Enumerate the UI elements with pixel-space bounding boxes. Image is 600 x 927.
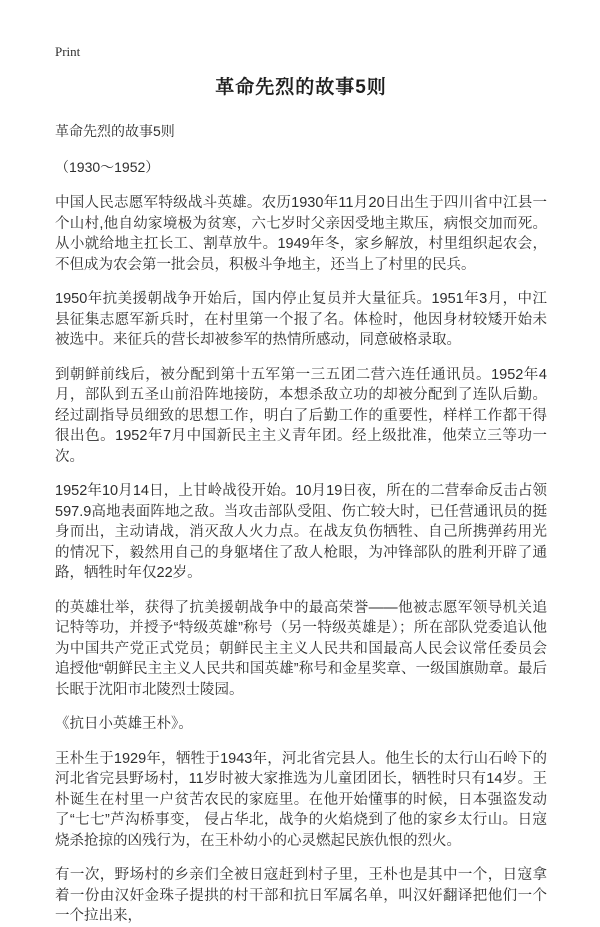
paragraph-section-heading-wangpu: 《抗日小英雄王朴》。 bbox=[55, 716, 193, 732]
article-subtitle: 革命先烈的故事5则 bbox=[55, 123, 175, 139]
print-link[interactable]: Print bbox=[55, 44, 81, 59]
page-title: 革命先烈的故事5则 bbox=[215, 77, 387, 98]
paragraph-battle: 1952年10月14日，上甘岭战役开始。10月19日夜，所在的二营奉命反击占领597.9高地表面阵地之敌。当攻击部队受阻、伤亡较大时，已任营通讯员的挺身而出，主动请战，消灭敌人火力点。在战友负伤牺牲、自己所携弹药用光的情况下，毅然用自己的身躯堵住了敌人枪眼，为冲锋部队的胜利开辟了通路，牺牲时年仅22岁。 bbox=[55, 483, 547, 581]
paragraph-wangpu-bio: 王朴生于1929年，牺牲于1943年，河北省完县人。他生长的太行山石岭下的河北省完县野场村，11岁时被大家推选为儿童团团长，牺牲时只有14岁。王朴诞生在村里一户贫苦农民的家庭里。在他开始懂事的时候，日本强盗发动了“七七”芦沟桥事变， 侵占华北，战争的火焰烧到了他的家乡太行山。日寇烧杀抢掠的凶残行为，在王朴幼小的心灵燃起民族仇恨的烈火。 bbox=[55, 750, 547, 849]
paragraph-intro: 中国人民志愿军特级战斗英雄。农历1930年11月20日出生于四川省中江县一个山村,他自幼家境极为贫寒，六七岁时父亲因受地主欺压，病恨交加而死。从小就给地主扛长工、割草放牛。1949年冬，家乡解放，村里组织起农会，不但成为农会第一批会员，积极斗争地主，还当上了村里的民兵。 bbox=[55, 195, 547, 273]
paragraph-honors: 的英雄壮举，获得了抗美援朝战争中的最高荣誉——他被志愿军领导机关追记特等功，并授予“特级英雄”称号（另一特级英雄是）；所在部队党委追认他为中国共产党正式党员；朝鲜民主主义人民共和国最高人民会议常任委员会追授他“朝鲜民主主义人民共和国英雄”称号和金星奖章、一级国旗勋章。最后长眠于沈阳市北陵烈士陵园。 bbox=[55, 599, 547, 698]
paragraph-enlistment: 1950年抗美援朝战争开始后，国内停止复员并大量征兵。1951年3月，中江县征集志愿军新兵时，在村里第一个报了名。体检时，他因身材较矮开始未被选中。来征兵的营长却被参军的热情所感动，同意破格录取。 bbox=[55, 291, 547, 348]
paragraph-wangpu-story: 有一次，野场村的乡亲们全被日寇赶到村子里，王朴也是其中一个，日寇拿着一份由汉奸金珠子提拱的村干部和抗日军属名单，叫汉奸翻译把他们一个一个拉出来， bbox=[55, 867, 547, 924]
paragraph-frontline: 到朝鲜前线后，被分配到第十五军第一三五团二营六连任通讯员。1952年4月，部队到五圣山前沿阵地接防，本想杀敌立功的却被分配到了连队后勤。经过副指导员细致的思想工作，明白了后勤工作的重要性，样样工作都干得很出色。1952年7月中国新民主主义青年团。经上级批准，他荣立三等功一次。 bbox=[55, 366, 547, 465]
date-range: （1930～1952） bbox=[55, 159, 160, 175]
